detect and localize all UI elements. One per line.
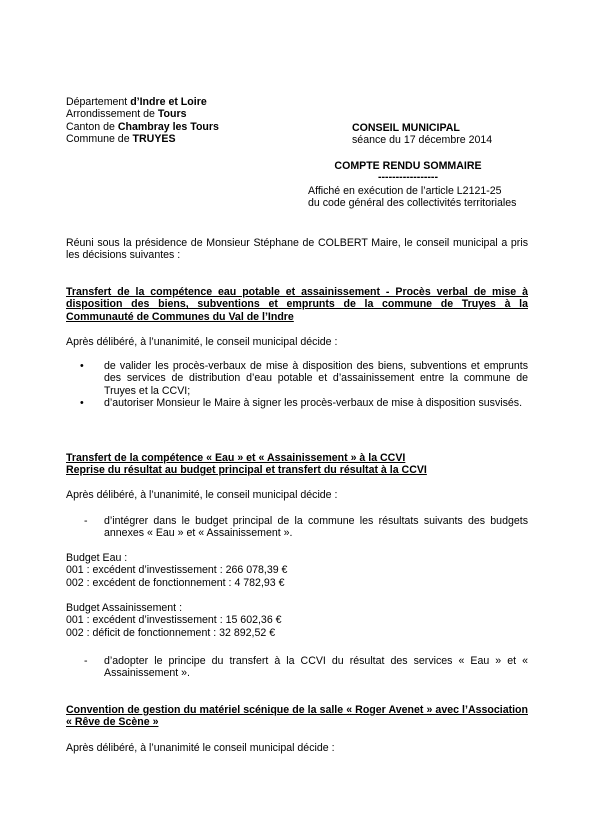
- section2-item-2: [66, 655, 528, 680]
- list-item-text: d’adopter le principe du transfert à la CCVI du résultat des services « Eau » et « Assainissement ».: [104, 655, 528, 680]
- section2-item-1: [66, 515, 528, 540]
- budget-assainissement-line-2: 002 : déficit de fonctionnement : 32 892,52 €: [66, 626, 276, 639]
- arrondissement-line: Arrondissement de Tours: [66, 108, 187, 121]
- section1-bullet-list: [66, 360, 528, 410]
- report-title: COMPTE RENDU SOMMAIRE: [334, 160, 482, 172]
- budget-eau-line-2: 002 : excédent de fonctionnement : 4 782,93 €: [66, 576, 285, 589]
- budget-eau-line-1: 001 : excédent d’investissement : 266 078,39 €: [66, 564, 288, 577]
- budget-assainissement-block: [66, 602, 528, 639]
- council-block: [352, 122, 552, 147]
- budget-eau-label: Budget Eau :: [66, 552, 128, 564]
- section2-title: [66, 452, 536, 477]
- bullet-icon: •: [80, 360, 84, 372]
- budget-eau-block: [66, 552, 528, 589]
- list-item: [66, 397, 528, 409]
- list-item: [66, 655, 528, 680]
- list-item: [66, 515, 528, 540]
- list-item: [66, 360, 528, 397]
- dash-icon: -: [84, 515, 88, 527]
- list-item-text: d’intégrer dans le budget principal de la commune les résultats suivants des budgets annexes « Eau » et « Assainissement ».: [104, 515, 528, 540]
- session-date: séance du 17 décembre 2014: [352, 134, 493, 147]
- canton-line: Canton de Chambray les Tours: [66, 120, 219, 133]
- intro-paragraph: Réuni sous la présidence de Monsieur Stéphane de COLBERT Maire, le conseil municipal a pris les décisions suivantes :: [66, 237, 528, 262]
- posting-line-2: du code général des collectivités territoriales: [308, 197, 517, 210]
- section3-decision: Après délibéré, à l’unanimité le conseil municipal décide :: [66, 742, 335, 754]
- bullet-icon: •: [80, 397, 84, 410]
- commune-line: Commune de TRUYES: [66, 133, 176, 146]
- council-title: CONSEIL MUNICIPAL: [352, 122, 460, 134]
- section1-decision: Après délibéré, à l’unanimité, le conseil municipal décide :: [66, 336, 338, 348]
- list-item-text: d’autoriser Monsieur le Maire à signer les procès-verbaux de mise à disposition susvisés.: [104, 397, 523, 410]
- list-item-text: de valider les procès-verbaux de mise à disposition des biens, subventions et emprunts des services de distribution d’eau potable et d’assainissement entre la commune de Truyes et la CCVI;: [104, 360, 528, 397]
- budget-assainissement-label: Budget Assainissement :: [66, 602, 183, 614]
- section1-title: Transfert de la compétence eau potable et assainissement - Procès verbal de mise à disposition des biens, subventions et emprunts de la commune de Truyes à la Communauté de Communes du Val de l’Indre: [66, 286, 528, 323]
- posting-notice: [308, 185, 538, 210]
- title-separator: -----------------: [378, 171, 438, 183]
- department-line: Département d’Indre et Loire: [66, 96, 207, 108]
- budget-assainissement-line-1: 001 : excédent d’investissement : 15 602,36 €: [66, 614, 282, 627]
- posting-line-1: Affiché en exécution de l’article L2121-25: [308, 185, 502, 197]
- address-block: [66, 96, 306, 146]
- section3-title: Convention de gestion du matériel scénique de la salle « Roger Avenet » avec l’Association « Rêve de Scène »: [66, 704, 528, 729]
- section2-title-line-1: Transfert de la compétence « Eau » et « Assainissement » à la CCVI: [66, 452, 406, 464]
- dash-icon: -: [84, 655, 88, 667]
- section2-decision: Après délibéré, à l’unanimité, le conseil municipal décide :: [66, 489, 338, 501]
- section2-title-line-2: Reprise du résultat au budget principal et transfert du résultat à la CCVI: [66, 464, 427, 477]
